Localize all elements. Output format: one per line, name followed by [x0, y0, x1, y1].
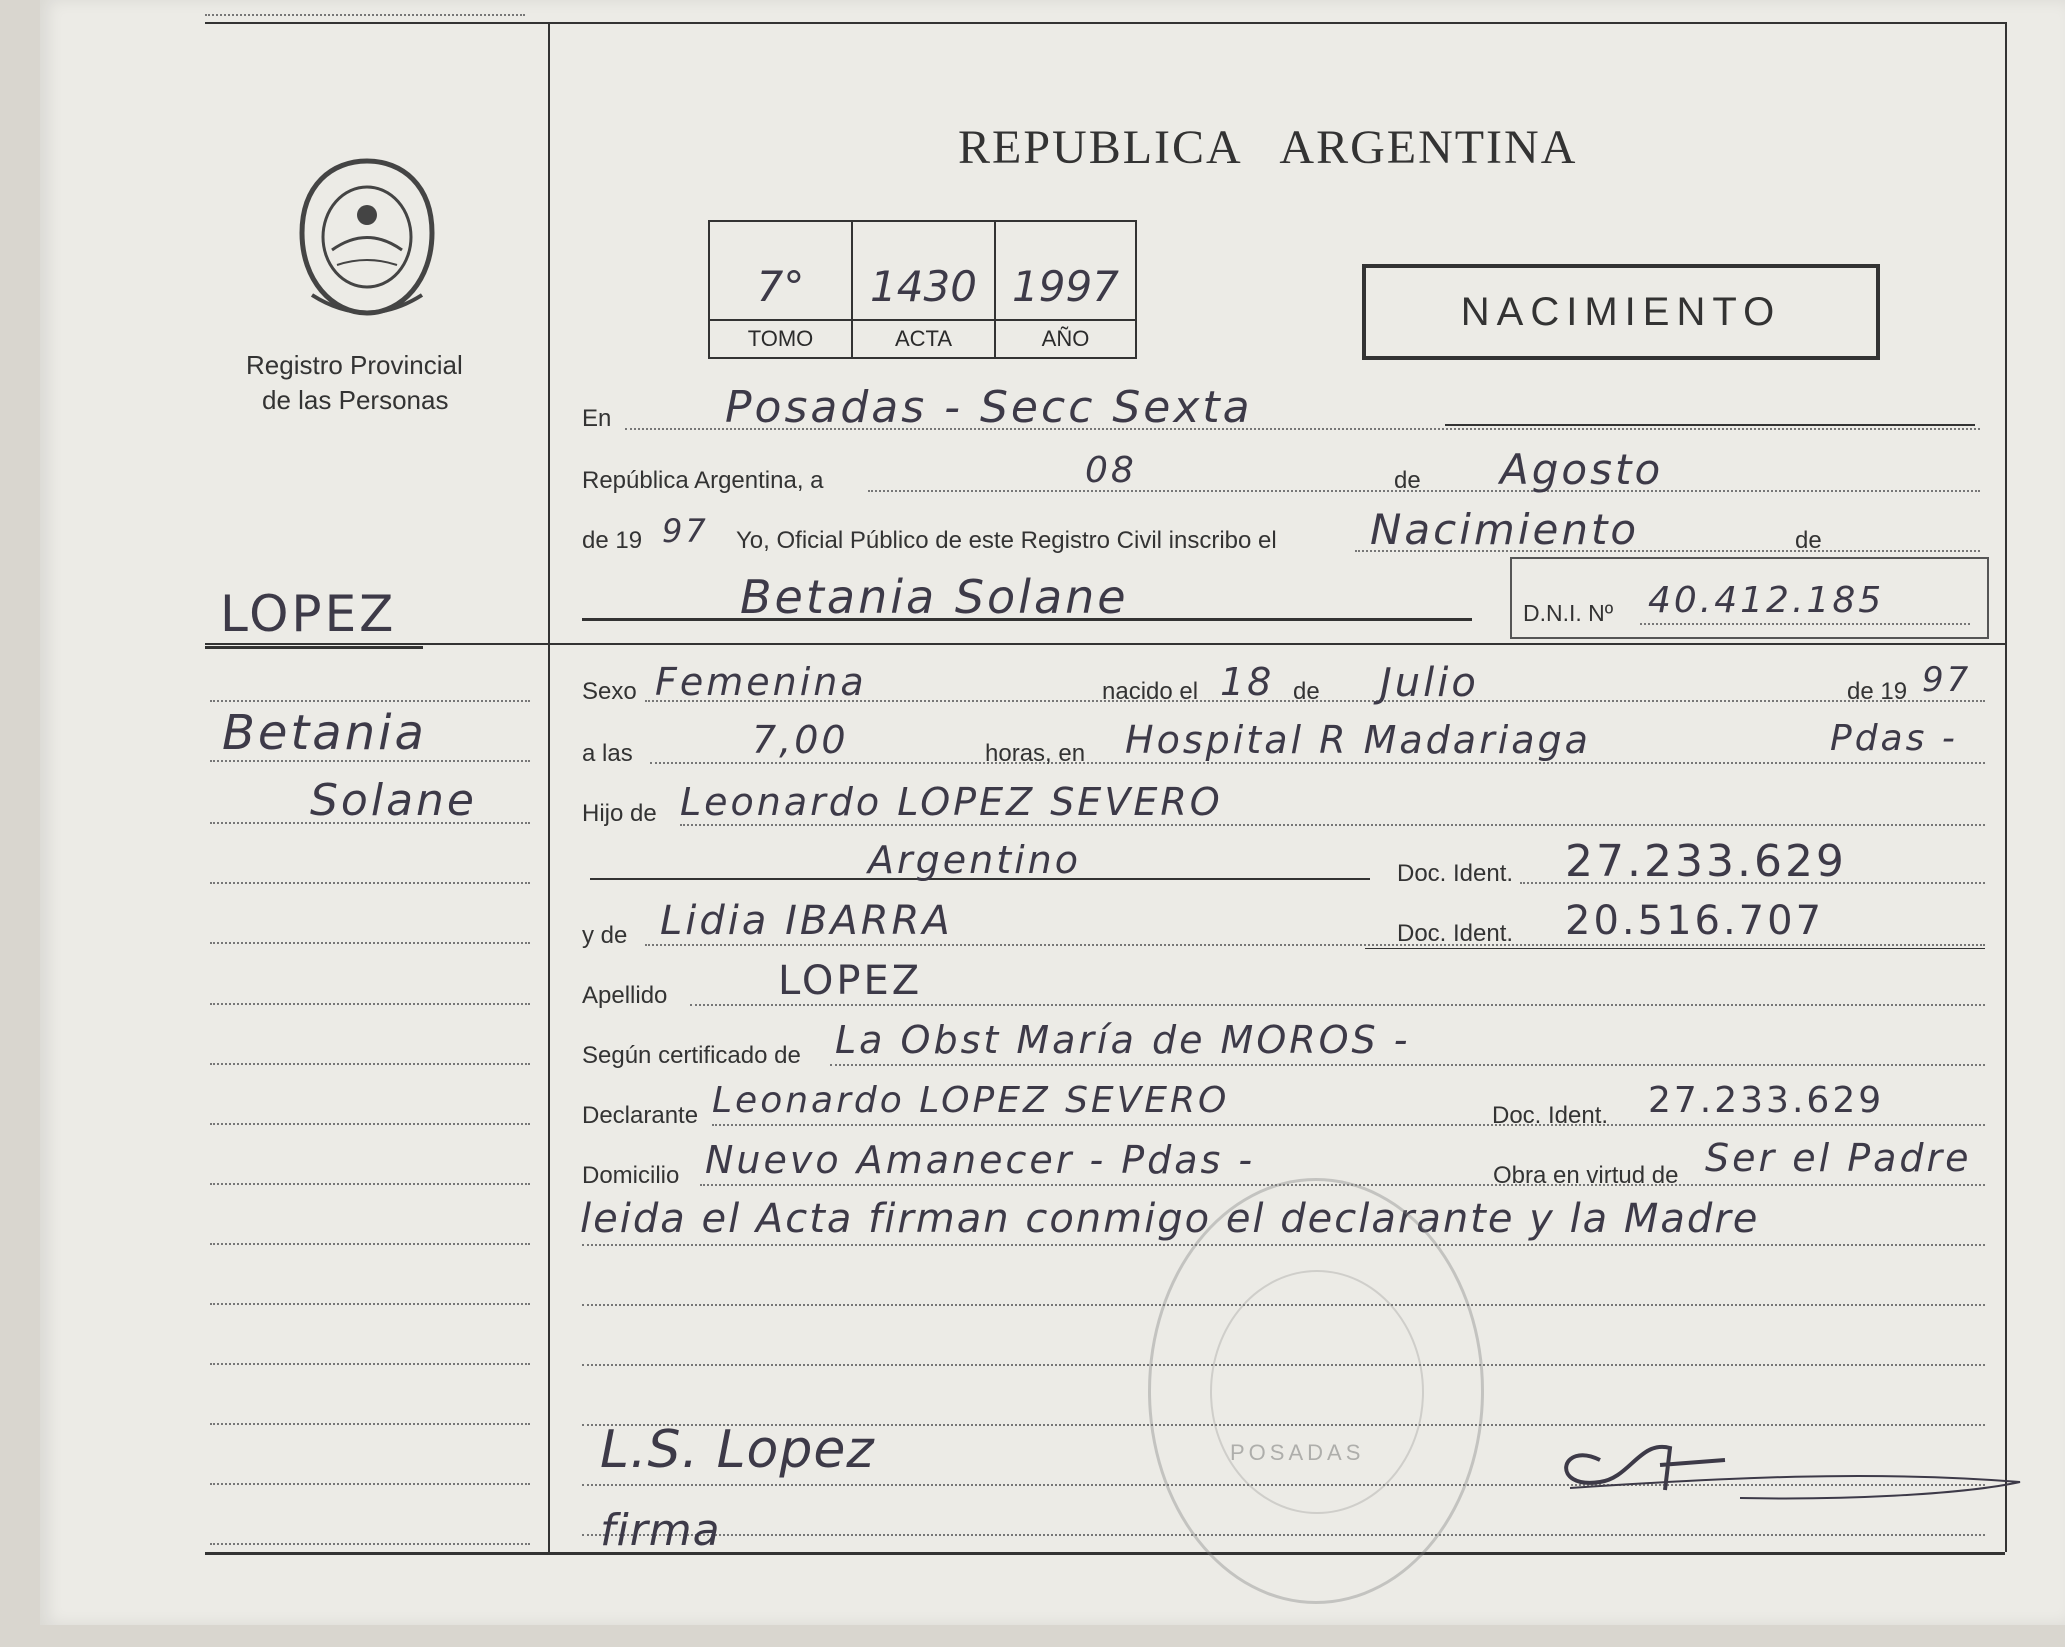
- person-name: Betania Solane: [740, 570, 1129, 624]
- margin-line-7: [210, 1063, 530, 1065]
- birth-time: 7,00: [752, 718, 849, 762]
- signature-declarante: L.S. Lopez: [600, 1420, 875, 1480]
- en-underline: [1445, 424, 1975, 426]
- country-title: REPUBLICA ARGENTINA: [958, 121, 1578, 174]
- acta-cell: [853, 222, 996, 357]
- de-label: de: [1394, 467, 1421, 494]
- column-divider: [548, 22, 550, 1552]
- hijo-label: Hijo de: [582, 800, 657, 827]
- official-seal-inner-ring: [1210, 1270, 1424, 1514]
- anio-cell: [996, 222, 1135, 357]
- time-dotted-line: [650, 762, 1985, 764]
- father-name: Leonardo LOPEZ SEVERO: [680, 780, 1223, 824]
- act-type-box: NACIMIENTO: [1362, 264, 1880, 360]
- birth-year-prefix: de 19: [1847, 678, 1908, 705]
- margin-line-1: [210, 700, 530, 702]
- father-nationality: Argentino: [868, 838, 1081, 882]
- registry-name-line2: de las Personas: [262, 385, 449, 415]
- margin-line-13: [210, 1423, 530, 1425]
- certificado-label: Según certificado de: [582, 1042, 801, 1069]
- mother-dotted-line: [645, 944, 1985, 946]
- top-dotted-line: [205, 14, 525, 16]
- registry-emblem: [292, 155, 442, 320]
- de-label-2: de: [1795, 527, 1822, 554]
- dni-label: D.N.I. Nº: [1523, 600, 1614, 626]
- seal-text: POSADAS: [1230, 1440, 1365, 1465]
- signature-mother: firma: [600, 1505, 721, 1556]
- margin-given-name-1: Betania: [222, 705, 427, 761]
- registry-name-line1: Registro Provincial: [246, 350, 463, 380]
- en-value: Posadas - Secc Sexta: [725, 382, 1253, 433]
- republica-label: República Argentina, a: [582, 467, 824, 494]
- tomo-value: 7°: [756, 262, 805, 311]
- date-dotted-line: [868, 490, 1980, 492]
- dni-dotted-line: [1640, 623, 1970, 625]
- birth-place-suffix: Pdas -: [1830, 718, 1958, 759]
- right-border: [2005, 22, 2007, 1552]
- acta-label: ACTA: [853, 319, 994, 357]
- declarante-label: Declarante: [582, 1102, 699, 1129]
- anio-label: AÑO: [996, 319, 1135, 357]
- margin-line-4: [210, 882, 530, 884]
- anio-value: 1997: [1012, 262, 1119, 311]
- tomo-label: TOMO: [710, 319, 851, 357]
- en-label: En: [582, 405, 612, 432]
- note-line: leida el Acta firman conmigo el declarante y la Madre: [580, 1196, 1760, 1242]
- officer-text: Yo, Oficial Público de este Registro Civil inscribo el: [736, 527, 1277, 554]
- apellido-dotted-line: [690, 1004, 1985, 1006]
- horas-label: horas, en: [985, 740, 1086, 767]
- month-value: Agosto: [1500, 445, 1664, 494]
- mother-doc: 20.516.707: [1565, 898, 1825, 944]
- margin-line-2: [210, 760, 530, 762]
- de-label-3: de: [1293, 678, 1320, 705]
- acta-value: 1430: [870, 262, 977, 311]
- father-dotted-line: [680, 824, 1985, 826]
- top-rule: [205, 22, 2005, 24]
- birth-month: Julio: [1380, 660, 1479, 706]
- year-value: 97: [662, 512, 709, 550]
- margin-line-15: [210, 1543, 530, 1545]
- margin-line-14: [210, 1483, 530, 1485]
- margin-line-12: [210, 1363, 530, 1365]
- margin-line-10: [210, 1243, 530, 1245]
- dni-value: 40.412.185: [1648, 580, 1885, 621]
- declarante-doc: 27.233.629: [1648, 1080, 1885, 1121]
- birth-place: Hospital R Madariaga: [1125, 718, 1591, 762]
- declarante-dotted-line: [712, 1124, 1985, 1126]
- margin-line-3: [210, 822, 530, 824]
- nacido-label: nacido el: [1102, 678, 1199, 705]
- mother-rule: [1365, 948, 1985, 949]
- doc-ident-label-2: Doc. Ident.: [1397, 920, 1514, 947]
- doc-ident-label-3: Doc. Ident.: [1492, 1102, 1609, 1129]
- margin-line-9: [210, 1183, 530, 1185]
- margin-line-8: [210, 1123, 530, 1125]
- domicilio-value: Nuevo Amanecer - Pdas -: [705, 1138, 1256, 1182]
- signature-officer: [1540, 1420, 2040, 1510]
- a-las-label: a las: [582, 740, 633, 767]
- father-doc: 27.233.629: [1565, 836, 1847, 887]
- sexo-value: Femenina: [655, 660, 867, 704]
- year-prefix: de 19: [582, 527, 643, 554]
- bottom-rule: [205, 1552, 2005, 1555]
- margin-surname: LOPEZ: [220, 585, 397, 643]
- margin-line-11: [210, 1303, 530, 1305]
- margin-line-6: [210, 1003, 530, 1005]
- birth-day: 18: [1220, 660, 1275, 704]
- doc-ident-label-1: Doc. Ident.: [1397, 860, 1514, 887]
- mother-name: Lidia IBARRA: [660, 898, 953, 944]
- header-separator: [205, 643, 2005, 645]
- sexo-label: Sexo: [582, 678, 637, 705]
- margin-surname-underline: [205, 646, 423, 649]
- obra-value: Ser el Padre: [1705, 1136, 1972, 1180]
- margin-given-name-2: Solane: [310, 775, 477, 826]
- certificado-dotted-line: [830, 1064, 1985, 1066]
- domicilio-label: Domicilio: [582, 1162, 680, 1189]
- act-value: Nacimiento: [1370, 505, 1640, 554]
- tomo-cell: [710, 222, 853, 357]
- apellido-value: LOPEZ: [778, 958, 923, 1004]
- apellido-label: Apellido: [582, 982, 668, 1009]
- birth-year: 97: [1922, 660, 1972, 700]
- y-de-label: y de: [582, 922, 628, 949]
- obra-label: Obra en virtud de: [1493, 1162, 1679, 1189]
- declarante-value: Leonardo LOPEZ SEVERO: [712, 1080, 1230, 1121]
- day-value: 08: [1085, 450, 1137, 491]
- book-reference-table: [708, 220, 1137, 359]
- certificado-value: La Obst María de MOROS -: [835, 1018, 1411, 1062]
- margin-line-5: [210, 942, 530, 944]
